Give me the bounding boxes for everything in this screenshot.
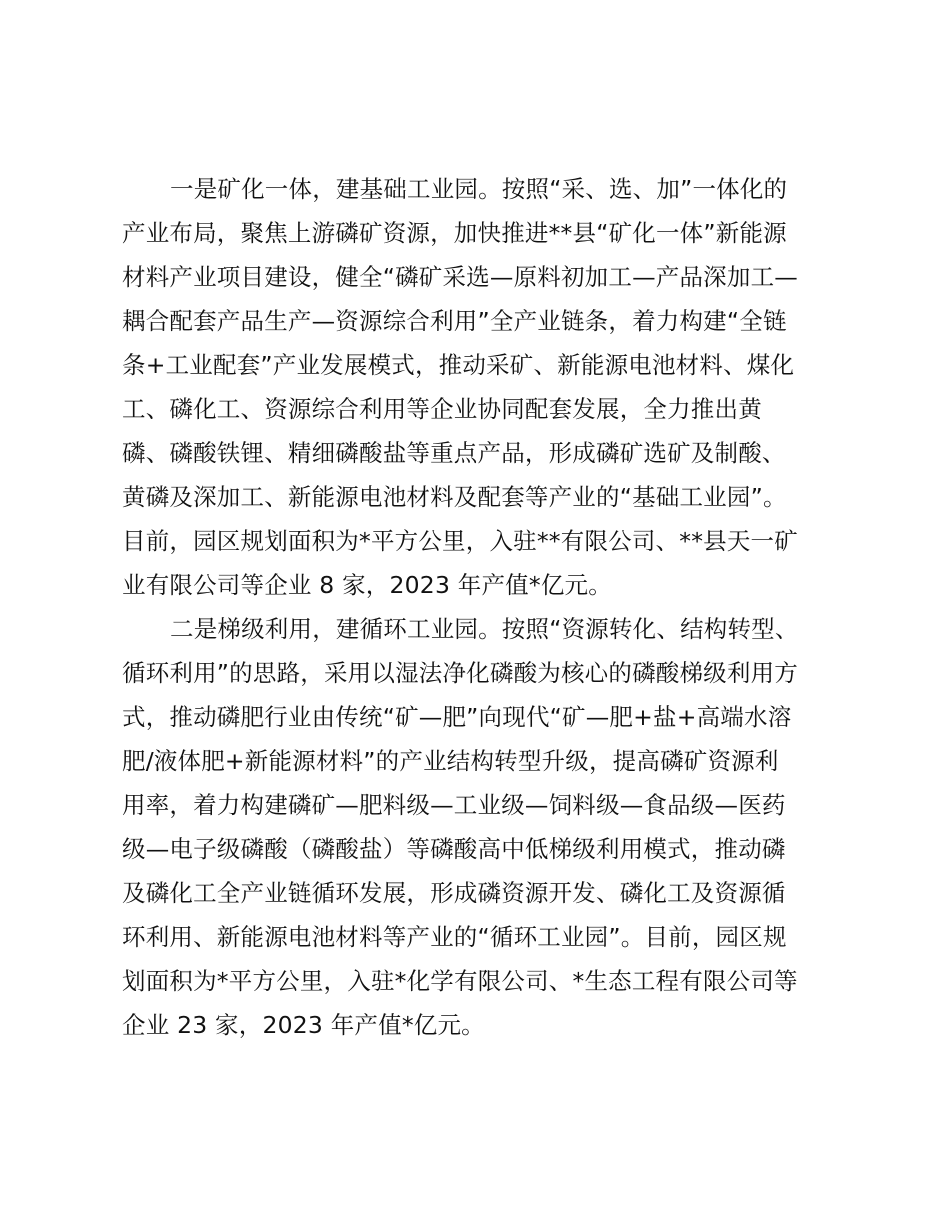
paragraph-line: 及磷化工全产业链循环发展，形成磷资源开发、磷化工及资源循 — [122, 879, 786, 907]
paragraph-line: 划面积为*平方公里，入驻*化学有限公司、*生态工程有限公司等 — [122, 967, 798, 995]
paragraph-line: 用率，着力构建磷矿—肥料级—工业级—饲料级—食品级—医药 — [122, 791, 786, 819]
paragraph-line: 循环利用”的思路，采用以湿法净化磷酸为核心的磷酸梯级利用方 — [122, 659, 798, 687]
paragraph-line: 黄磷及深加工、新能源电池材料及配套等产业的“基础工业园”。 — [122, 483, 787, 511]
paragraph-line: 耦合配套产品生产—资源综合利用”全产业链条，着力构建“全链 — [122, 307, 787, 335]
paragraph-line: 目前，园区规划面积为*平方公里，入驻**有限公司、**县天一矿 — [122, 527, 798, 555]
paragraph-1 — [122, 167, 834, 607]
paragraph-line: 磷、磷酸铁锂、精细磷酸盐等重点产品，形成磷矿选矿及制酸、 — [122, 439, 786, 467]
paragraph-line: 材料产业项目建设，健全“磷矿采选—原料初加工—产品深加工— — [122, 263, 798, 291]
paragraph-line: 肥/液体肥+新能源材料”的产业结构转型升级，提高磷矿资源利 — [122, 747, 779, 775]
paragraph-line: 式，推动磷肥行业由传统“矿—肥”向现代“矿—肥+盐+高端水溶 — [122, 703, 792, 731]
paragraph-line: 级—电子级磷酸（磷酸盐）等磷酸高中低梯级利用模式，推动磷 — [122, 835, 786, 863]
paragraph-line: 产业布局，聚焦上游磷矿资源，加快推进**县“矿化一体”新能源 — [122, 219, 787, 247]
paragraph-line: 二是梯级利用，建循环工业园。按照“资源转化、结构转型、 — [170, 615, 799, 643]
paragraph-line: 业有限公司等企业 8 家，2023 年产值*亿元。 — [122, 571, 612, 599]
paragraph-line: 一是矿化一体，建基础工业园。按照“采、选、加”一体化的 — [170, 175, 788, 203]
paragraph-line: 环利用、新能源电池材料等产业的“循环工业园”。目前，园区规 — [122, 923, 787, 951]
paragraph-line: 条+工业配套”产业发展模式，推动采矿、新能源电池材料、煤化 — [122, 351, 795, 379]
document-body — [122, 167, 834, 1047]
paragraph-2 — [122, 607, 834, 1047]
paragraph-line: 工、磷化工、资源综合利用等企业协同配套发展，全力推出黄 — [122, 395, 762, 423]
paragraph-line: 企业 23 家，2023 年产值*亿元。 — [122, 1011, 485, 1039]
